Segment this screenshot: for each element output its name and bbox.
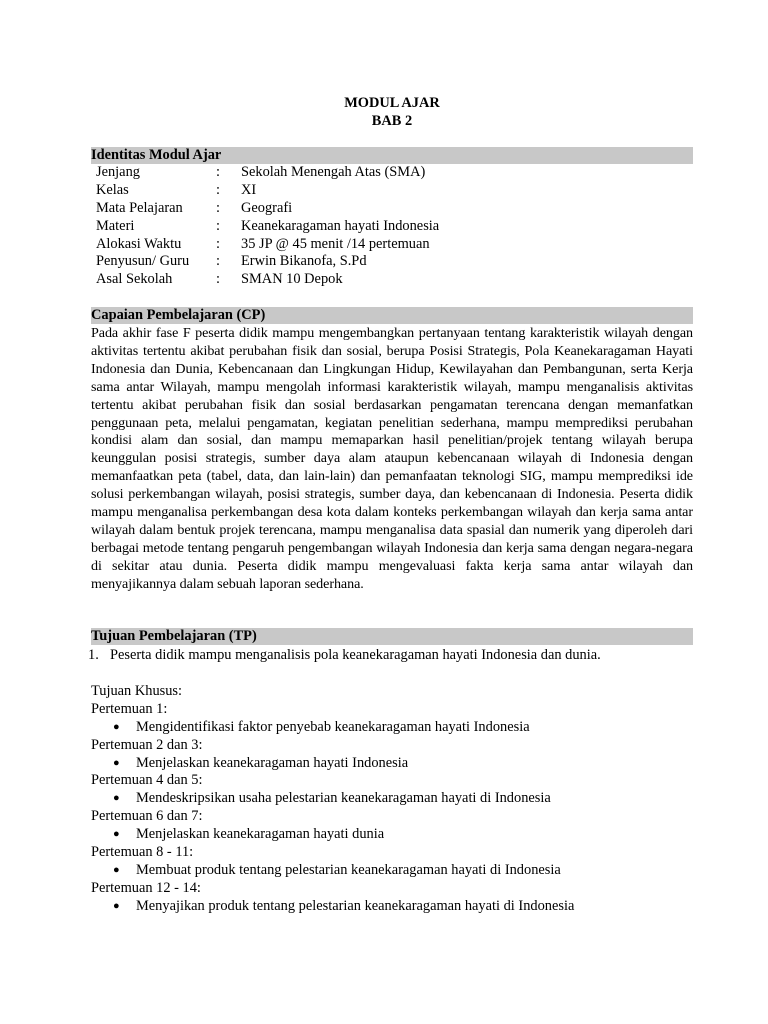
cp-paragraph: Pada akhir fase F peserta didik mampu mengembangkan pertanyaan tentang karakteristik wilayah dengan aktivitas tertentu akibat perubahan fisik dan sosial, berupa Posisi Strategis, Pola Keanekaragaman Hayati Indonesia dan Dunia, Kebencanaan dan Lingkungan Hidup, Kewilayahan dan Pembangunan, serta Kerja sama antar Wilayah, mampu mengolah informasi karakteristik wilayah, mampu menganalisis aktivitas tertentu akibat perubahan fisik dan sosial berdasarkan pengamatan terencana dengan memanfatkan penggunaan peta, melalui pengamatan, kegiatan penelitian sederhana, mampu memprediksi perubahan kondisi alam dan sosial, dan mampu memaparkan hasil penelitian/projek tentang wilayah berupa keunggulan posisi strategis, sumber daya alam ataupun kebencanaan wilayah di Indonesia dengan memanfaatkan peta (tabel, data, dan lain-lain) dan pemanfaatan teknologi SIG, mampu memprediksi ide solusi perkembangan wilayah, posisi strategis, sumber daya, dan kebencanaan di Indonesia. Peserta didik mampu menganalisa perkembangan desa kota dalam konteks perkembangan wilayah dan kerja sama antar wilayah dalam bentuk projek terencana, mampu menganalisa data spasial dan numerik yang diperoleh dari berbagai metode tentang pengaruh pengembangan wilayah Indonesia dan kerja sama dengan negara-negara di sekitar atau dunia. Peserta didik mampu mengevaluasi fakta kerja sama antar wilayah dan menyajikannya dalam sebuah laporan sederhana. <box>91 325 693 592</box>
identitas-separator: : <box>216 235 220 252</box>
identitas-value: Sekolah Menengah Atas (SMA) <box>241 164 426 180</box>
tp-list-text: Peserta didik mampu menganalisis pola keanekaragaman hayati Indonesia dan dunia. <box>110 647 601 663</box>
meeting-objective: Menjelaskan keanekaragaman hayati dunia <box>136 826 385 843</box>
meeting-bullet-item <box>91 826 693 844</box>
identitas-row <box>96 271 693 289</box>
meeting-bullet-item <box>91 790 693 808</box>
identitas-value: Erwin Bikanofa, S.Pd <box>241 253 367 270</box>
identitas-row <box>96 200 693 218</box>
tujuan-khusus <box>91 683 693 916</box>
identitas-row <box>96 253 693 271</box>
identitas-label: Penyusun/ Guru <box>96 253 190 270</box>
section-heading-cp: Capaian Pembelajaran (CP) <box>91 307 693 324</box>
meeting-objective: Membuat produk tentang pelestarian keanekaragaman hayati di Indonesia <box>136 861 561 878</box>
identitas-label: Jenjang <box>96 164 140 180</box>
identitas-value: Keanekaragaman hayati Indonesia <box>241 217 440 234</box>
meeting-objective: Mendeskripsikan usaha pelestarian keanekaragaman hayati di Indonesia <box>136 790 551 807</box>
identitas-separator: : <box>216 217 220 234</box>
identitas-label: Asal Sekolah <box>96 271 173 288</box>
meeting-label: Pertemuan 8 - 11: <box>91 844 194 861</box>
meeting-bullet-item <box>91 755 693 773</box>
identitas-row <box>96 182 693 200</box>
identitas-label: Kelas <box>96 181 129 198</box>
identitas-separator: : <box>216 164 220 180</box>
meeting-objective: Mengidentifikasi faktor penyebab keanekaragaman hayati Indonesia <box>136 718 530 735</box>
meeting-label: Pertemuan 12 - 14: <box>91 879 201 896</box>
bullet-icon: ● <box>113 828 120 841</box>
identitas-value: 35 JP @ 45 menit /14 pertemuan <box>241 235 430 252</box>
document-subtitle: BAB 2 <box>371 113 413 129</box>
bullet-icon: ● <box>113 720 120 733</box>
tp-list-number: 1. <box>88 647 99 663</box>
identitas-label: Mata Pelajaran <box>96 199 183 216</box>
meeting-label: Pertemuan 1: <box>91 700 168 717</box>
section-heading-tp: Tujuan Pembelajaran (TP) <box>91 628 693 645</box>
bullet-icon: ● <box>113 756 120 769</box>
meeting-label: Pertemuan 6 dan 7: <box>91 808 203 825</box>
identitas-row <box>96 236 693 254</box>
identitas-label: Materi <box>96 217 135 234</box>
meeting-label: Pertemuan 2 dan 3: <box>91 736 203 753</box>
bullet-icon: ● <box>113 863 120 876</box>
meeting-bullet-item <box>91 898 693 916</box>
meeting-objective: Menjelaskan keanekaragaman hayati Indonesia <box>136 754 409 771</box>
identitas-label: Alokasi Waktu <box>96 235 182 252</box>
meeting-bullet-item <box>91 862 693 880</box>
section-heading-identitas: Identitas Modul Ajar <box>91 147 693 164</box>
identitas-value: XI <box>241 181 257 198</box>
bullet-icon: ● <box>113 899 120 912</box>
identitas-row <box>96 164 693 182</box>
meeting-objective: Menyajikan produk tentang pelestarian keanekaragaman hayati di Indonesia <box>136 897 575 914</box>
identitas-row <box>96 218 693 236</box>
identitas-separator: : <box>216 181 220 198</box>
meeting-bullet-item <box>91 719 693 737</box>
identitas-table <box>96 164 693 289</box>
identitas-separator: : <box>216 271 220 288</box>
identitas-value: Geografi <box>241 199 293 216</box>
bullet-icon: ● <box>113 792 120 805</box>
identitas-separator: : <box>216 253 220 270</box>
tujuan-khusus-label: Tujuan Khusus: <box>91 683 183 699</box>
meeting-label: Pertemuan 4 dan 5: <box>91 772 203 789</box>
document-title: MODUL AJAR <box>344 95 440 111</box>
identitas-value: SMAN 10 Depok <box>241 271 343 288</box>
identitas-separator: : <box>216 199 220 216</box>
